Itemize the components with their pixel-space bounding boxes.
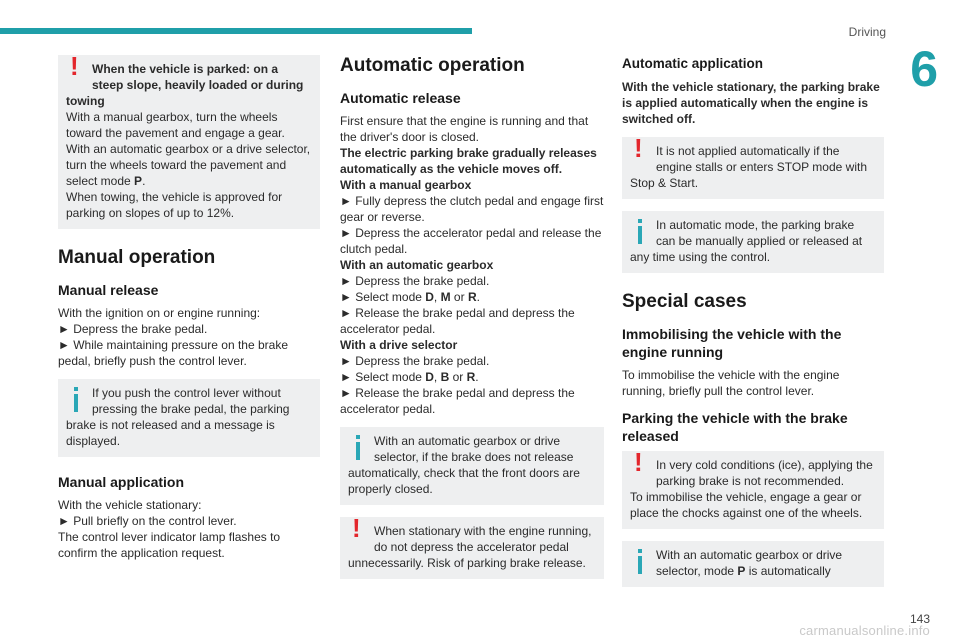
paragraph-bold: The electric parking brake gradually releases automatically as the vehicle moves off.: [340, 146, 597, 176]
warning-text: In very cold conditions (ice), applying the: [656, 458, 873, 472]
warning-text: do not depress the accelerator pedal unnecessarily. Risk of parking brake release.: [348, 540, 586, 570]
warning-title-line: steep slope, heavily loaded or during: [92, 78, 304, 92]
paragraph: With the ignition on or engine running:: [58, 306, 261, 320]
heading-special-cases: Special cases: [622, 291, 747, 312]
warning-text: With a manual gearbox, turn the wheels toward the pavement and engage a gear.: [66, 110, 285, 140]
step: ► Depress the brake pedal.: [340, 354, 490, 368]
info-text: With an automatic gearbox or drive: [374, 434, 561, 448]
warning-box: [622, 451, 884, 529]
info-box: [340, 427, 604, 505]
step: ► Depress the brake pedal.: [340, 274, 490, 288]
step: ► Depress the brake pedal.: [58, 322, 208, 336]
info-box: [622, 211, 884, 273]
info-icon: [348, 433, 374, 465]
heading-automatic-operation: Automatic operation: [340, 55, 525, 76]
mode-label: B: [440, 370, 450, 384]
column-2: [340, 55, 604, 591]
paragraph: To immobilise the vehicle with the engine running, briefly pull the control lever.: [622, 368, 840, 398]
info-box: [622, 541, 884, 587]
mode-label: D: [425, 370, 434, 384]
text-span: With an automatic gearbox or a drive selector, turn the wheels toward the pavement and select mode: [66, 142, 311, 188]
text-span: ,: [433, 370, 441, 384]
heading-automatic-application: Automatic application: [622, 56, 764, 71]
text-span: is automatically: [745, 564, 831, 578]
subheading: With a manual gearbox: [340, 178, 472, 192]
page-number: 143: [909, 612, 930, 626]
text-span: selector, mode: [656, 564, 738, 578]
info-icon: [630, 547, 656, 579]
step: ► Depress the accelerator pedal and release the clutch pedal.: [340, 226, 602, 256]
info-text: If you push the control lever without: [92, 386, 281, 400]
warning-title-line: towing: [66, 94, 105, 108]
heading-manual-operation: Manual operation: [58, 247, 216, 268]
step: [340, 289, 604, 305]
warning-text: When stationary with the engine running,: [374, 524, 592, 538]
step: ► Release the brake pedal and depress the accelerator pedal.: [340, 306, 575, 336]
warning-icon: [66, 61, 92, 93]
step: [340, 369, 604, 385]
mode-label: R: [466, 370, 476, 384]
step: ► Release the brake pedal and depress the accelerator pedal.: [340, 386, 575, 416]
info-icon: [66, 385, 92, 417]
warning-icon: [630, 143, 656, 175]
text-span: ► Select mode: [340, 370, 426, 384]
warning-icon: [348, 523, 374, 555]
heading-automatic-release: Automatic release: [340, 90, 461, 106]
warning-box: [622, 137, 884, 199]
warning-text: It is not applied automatically if the: [656, 144, 840, 158]
mode-label: D: [425, 290, 434, 304]
warning-icon: [630, 457, 656, 489]
text-span: or: [449, 370, 467, 384]
warning-title-line: When the vehicle is parked: on a: [92, 62, 279, 76]
info-text: In automatic mode, the parking brake: [656, 218, 855, 232]
section-title: Driving: [848, 25, 886, 39]
step: ► While maintaining pressure on the brake pedal, briefly push the control lever.: [58, 338, 288, 368]
header-accent-bar: [0, 28, 472, 34]
info-icon: [630, 217, 656, 249]
info-text: With an automatic gearbox or drive: [656, 548, 843, 562]
warning-text: When towing, the vehicle is approved for parking on slopes of up to 12%.: [66, 190, 283, 220]
mode-label: P: [737, 564, 746, 578]
info-text: [630, 563, 876, 579]
warning-text: [66, 141, 312, 189]
text-span: or: [450, 290, 468, 304]
text-span: ,: [433, 290, 441, 304]
text-span: .: [475, 370, 479, 384]
heading-immobilising: Immobilising the vehicle with the engine running: [622, 326, 842, 360]
text-span: .: [476, 290, 480, 304]
mode-label: R: [467, 290, 477, 304]
column-3: [622, 55, 884, 599]
info-text: can be manually applied or released at any time using the control.: [630, 234, 863, 264]
step: ► Fully depress the clutch pedal and engage first gear or reverse.: [340, 194, 604, 224]
mode-label: P: [134, 174, 143, 188]
chapter-number: 6: [910, 41, 938, 97]
paragraph: First ensure that the engine is running and that the driver's door is closed.: [340, 114, 589, 144]
paragraph: With the vehicle stationary:: [58, 498, 202, 512]
warning-text: parking brake is not recommended.: [656, 474, 845, 488]
warning-text: engine stalls or enters STOP mode with Stop & Start.: [630, 160, 867, 190]
warning-box: [58, 55, 320, 229]
warning-text: To immobilise the vehicle, engage a gear or place the chocks against one of the wheels.: [630, 490, 863, 520]
paragraph: The control lever indicator lamp flashes to confirm the application request.: [58, 530, 281, 560]
info-text: pressing the brake pedal, the parking brake is not released and a message is displayed.: [66, 402, 290, 448]
warning-box: [340, 517, 604, 579]
heading-manual-release: Manual release: [58, 282, 159, 298]
subheading: With an automatic gearbox: [340, 258, 494, 272]
info-text: selector, if the brake does not release automatically, check that the front doors are properly closed.: [348, 450, 580, 496]
paragraph-bold: With the vehicle stationary, the parking brake is applied automatically when the engine is switched off.: [622, 80, 880, 126]
watermark-text: carmanualsonline.info: [799, 623, 930, 638]
column-1: [58, 55, 320, 561]
mode-label: M: [440, 290, 451, 304]
info-box: [58, 379, 320, 457]
heading-manual-application: Manual application: [58, 474, 185, 490]
text-span: ► Select mode: [340, 290, 426, 304]
text-span: .: [142, 174, 146, 188]
step: ► Pull briefly on the control lever.: [58, 514, 237, 528]
heading-parking-released: Parking the vehicle with the brake released: [622, 410, 848, 444]
warning-title: [66, 61, 312, 93]
subheading: With a drive selector: [340, 338, 458, 352]
